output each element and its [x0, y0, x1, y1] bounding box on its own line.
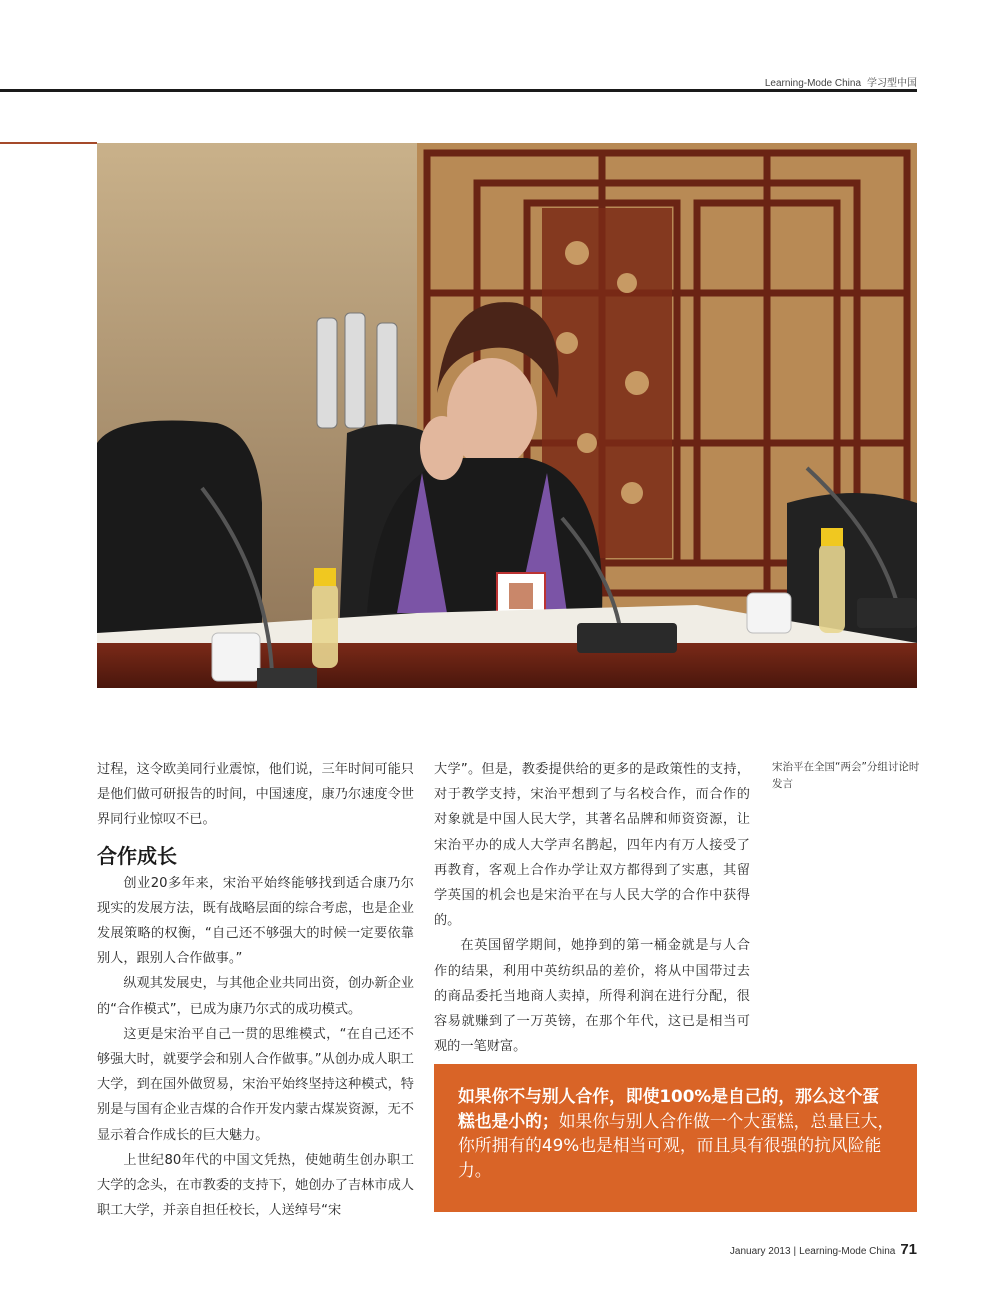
left-paragraph-1: 过程，这令欧美同行业震惊，他们说，三年时间可能只是他们做可研报告的时间，中国速度，康乃尔速度令世界同行业惊叹不已。 — [97, 762, 414, 828]
pull-quote-normal: 如果你与别人合作做一个大蛋糕，总量巨大，你所拥有的49%也是相当可观，而且具有很强的抗风险能力。 — [458, 1110, 895, 1180]
header-brand-cn: 学习型中国 — [867, 78, 917, 89]
left-paragraph-4: 这更是宋治平自己一贯的思维模式，“在自己还不够强大时，就要学会和别人合作做事。”从创办成人职工大学，到在国外做贸易，宋治平始终坚持这种模式，特别是与国有企业吉煤的合作开发内蒙古煤炭资源，无不显示着合作成长的巨大魅力。 — [97, 1026, 414, 1143]
mid-paragraph-1: 大学”。但是，教委提供给的更多的是政策性的支持，对于教学支持，宋治平想到了与名校合作，而合作的对象就是中国人民大学，其著名品牌和师资资源，让宋治平办的成人大学声名鹊起，四年内有万人接受了再教育，客观上合作办学让双方都得到了实惠，其留学英国的机会也是宋治平在与人民大学的合作中获得的。 — [434, 762, 750, 929]
mid-paragraph-2: 在英国留学期间，她挣到的第一桶金就是与人合作的结果，利用中英纺织品的差价，将从中国带过去的商品委托当地商人卖掉，所得利润在进行分配，很容易就赚到了一万英镑，在那个年代，这已是相当可观的一笔财富。 — [434, 938, 750, 1055]
header-brand-en: Learning-Mode China — [764, 78, 861, 89]
accent-rule — [0, 142, 97, 144]
header-rule — [0, 89, 917, 92]
page-footer — [730, 1241, 917, 1258]
left-paragraph-2: 创业20多年来，宋治平始终能够找到适合康乃尔现实的发展方法，既有战略层面的综合考虑，也是企业发展策略的权衡，“自己还不够强大的时候一定要依靠别人，跟别人合作做事。” — [97, 875, 414, 967]
footer-brand: Learning-Mode China — [799, 1246, 896, 1257]
photo-caption: 宋治平在全国“两会”分组讨论时发言 — [772, 761, 920, 790]
left-paragraph-3: 纵观其发展史，与其他企业共同出资，创办新企业的“合作模式”，已成为康乃尔式的成功模式。 — [97, 976, 414, 1017]
page-number: 71 — [900, 1241, 917, 1258]
conference-photo — [97, 143, 917, 688]
header-brand — [765, 74, 917, 89]
section-heading: 合作成长 — [97, 843, 177, 868]
footer-separator: | — [793, 1246, 797, 1257]
pull-quote-bold: 如果你不与别人合作，即使100%是自己的，那么这个蛋糕也是小的； — [458, 1086, 880, 1131]
conference-photo-icon — [97, 143, 917, 688]
footer-date: January 2013 — [729, 1246, 791, 1257]
left-paragraph-5: 上世纪80年代的中国文凭热，使她萌生创办职工大学的念头，在市教委的支持下，她创办了吉林市成人职工大学，并亲自担任校长，人送绰号“宋 — [97, 1152, 414, 1219]
pull-quote — [434, 1064, 917, 1212]
left-column — [97, 757, 414, 1223]
middle-column — [434, 757, 750, 1059]
